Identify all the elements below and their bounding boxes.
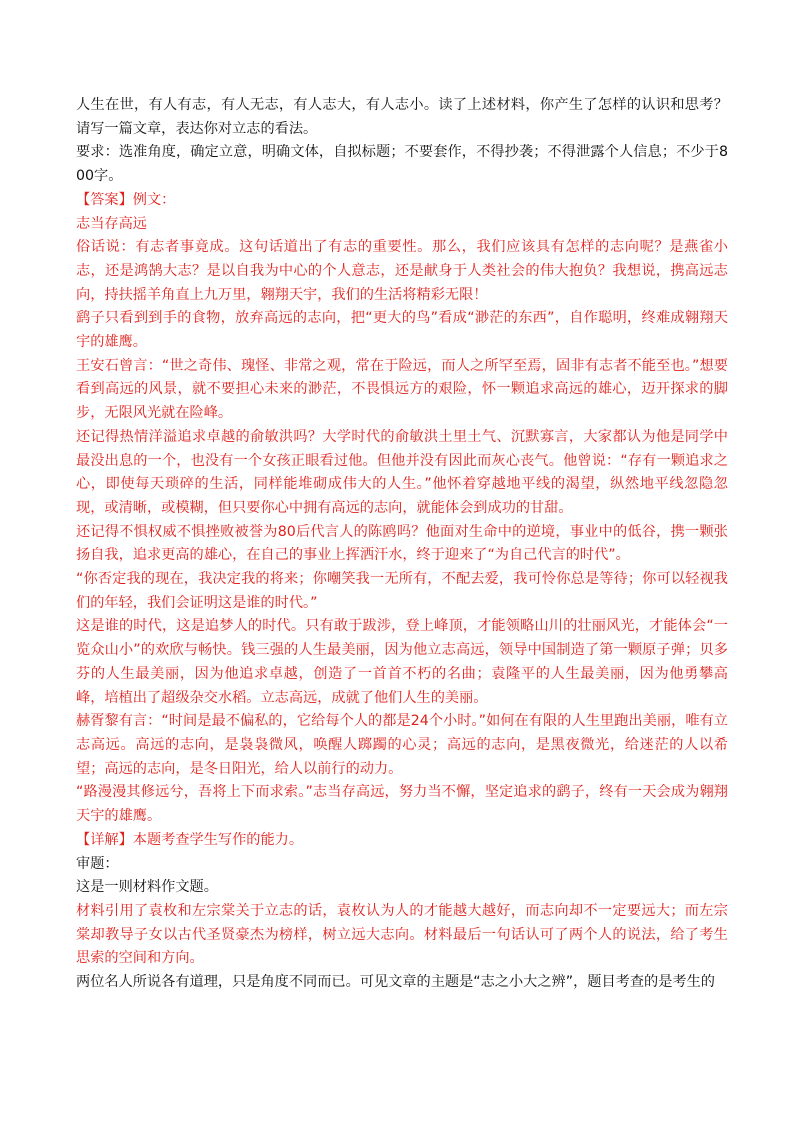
explanation-line-1: 这是一则材料作文题。: [76, 879, 218, 896]
explanation-line-3: 两位名人所说各有道理，只是角度不同而已。可见文章的主题是“志之小大之辨”，题目考查的是考生的: [76, 974, 715, 991]
essay-paragraph-1: 俗话说：有志者事竟成。这句话道出了有志的重要性。那么，我们应该具有怎样的志向呢？是燕雀小志，还是鸿鹄大志？是以自我为中心的个人意志，还是献身于人类社会的伟大抱负？我想说，携高远志向，持扶摇羊角直上九万里，翱翔天宇，我们的生活将精彩无限！: [76, 239, 728, 303]
essay-paragraph-8: 赫胥黎有言：“时间是最不偏私的，它给每个人的都是24个小时。”如何在有限的人生里跑出美丽，唯有立志高远。高远的志向，是袅袅微风，唤醒人踯躅的心灵；高远的志向，是黑夜微光，给迷茫的人以希望；高远的志向，是冬日阳光，给人以前行的动力。: [76, 713, 728, 777]
essay-paragraph-6: “你否定我的现在，我决定我的将来；你嘲笑我一无所有，不配去爱，我可怜你总是等待；你可以轻视我们的年轻，我们会证明这是谁的时代。”: [76, 571, 728, 611]
essay-paragraph-9: “路漫漫其修远兮，吾将上下而求索。”志当存高远，努力当不懈，坚定追求的鹞子，终有一天会成为翱翔天宇的雄鹰。: [76, 784, 728, 825]
essay-paragraph-4: 还记得热情洋溢追求卓越的俞敏洪吗？大学时代的俞敏洪土里土气、沉默寡言，大家都认为他是同学中最没出息的一个，也没有一个女孩正眼看过他。但他并没有因此而灰心丧气。他曾说：“存有一颗追求之心，即使每天琐碎的生活，同样能堆砌成伟大的人生。”他怀着穿越地平线的渴望，纵然地平线忽隐忽现，或清晰，或模糊，但只要你心中拥有高远的志向，就能体会到成功的甘甜。: [76, 428, 728, 516]
prompt-material: 人生在世，有人有志，有人无志，有人志大，有人志小。读了上述材料，你产生了怎样的认识和思考？请写一篇文章，表达你对立志的看法。: [76, 97, 728, 137]
explanation-heading: 【详解】本题考查学生写作的能力。: [76, 831, 304, 848]
explanation-line-2: 材料引用了袁枚和左宗棠关于立志的话，袁枚认为人的才能越大越好，而志向却不一定要远大；而左宗棠却教导子女以古代圣贤豪杰为榜样，树立远大志向。材料最后一句话认可了两个人的说法，给了考生思索的空间和方向。: [76, 902, 728, 967]
essay-paragraph-3: 王安石曾言：“世之奇伟、瑰怪、非常之观，常在于险远，而人之所罕至焉，固非有志者不能至也。”想要看到高远的风景，就不要担心未来的渺茫，不畏惧远方的艰险，怀一颗追求高远的雄心，迈开探求的脚步，无限风光就在险峰。: [76, 357, 728, 422]
review-label: 审题：: [76, 855, 119, 872]
essay-title: 志当存高远: [76, 215, 147, 232]
essay-paragraph-2: 鹞子只看到到手的食物，放弃高远的志向，把“更大的鸟”看成“渺茫的东西”，自作聪明，终难成翱翔天宇的雄鹰。: [76, 310, 728, 351]
document-page: [76, 94, 728, 995]
prompt-requirements: 要求：选准角度，确定立意，明确文体，自拟标题；不要套作，不得抄袭；不得泄露个人信息；不少于800字。: [76, 144, 728, 185]
answer-heading: 【答案】例文：: [76, 191, 176, 208]
essay-paragraph-7: 这是谁的时代，这是追梦人的时代。只有敢于跋涉，登上峰顶，才能领略山川的壮丽风光，才能体会“一览众山小”的欢欣与畅快。钱三强的人生最美丽，因为他立志高远，领导中国制造了第一颗原子弹；贝多芬的人生最美丽，因为他追求卓越，创造了一首首不朽的名曲；袁隆平的人生最美丽，因为他勇攀高峰，培植出了超级杂交水稻。立志高远，成就了他们人生的美丽。: [76, 618, 728, 706]
essay-paragraph-5: 还记得不惧权威不惧挫败被誉为80后代言人的陈鸥吗？他面对生命中的逆境，事业中的低谷，携一颗张扬自我，追求更高的雄心，在自己的事业上挥洒汗水，终于迎来了“为自己代言的时代”。: [76, 523, 728, 564]
